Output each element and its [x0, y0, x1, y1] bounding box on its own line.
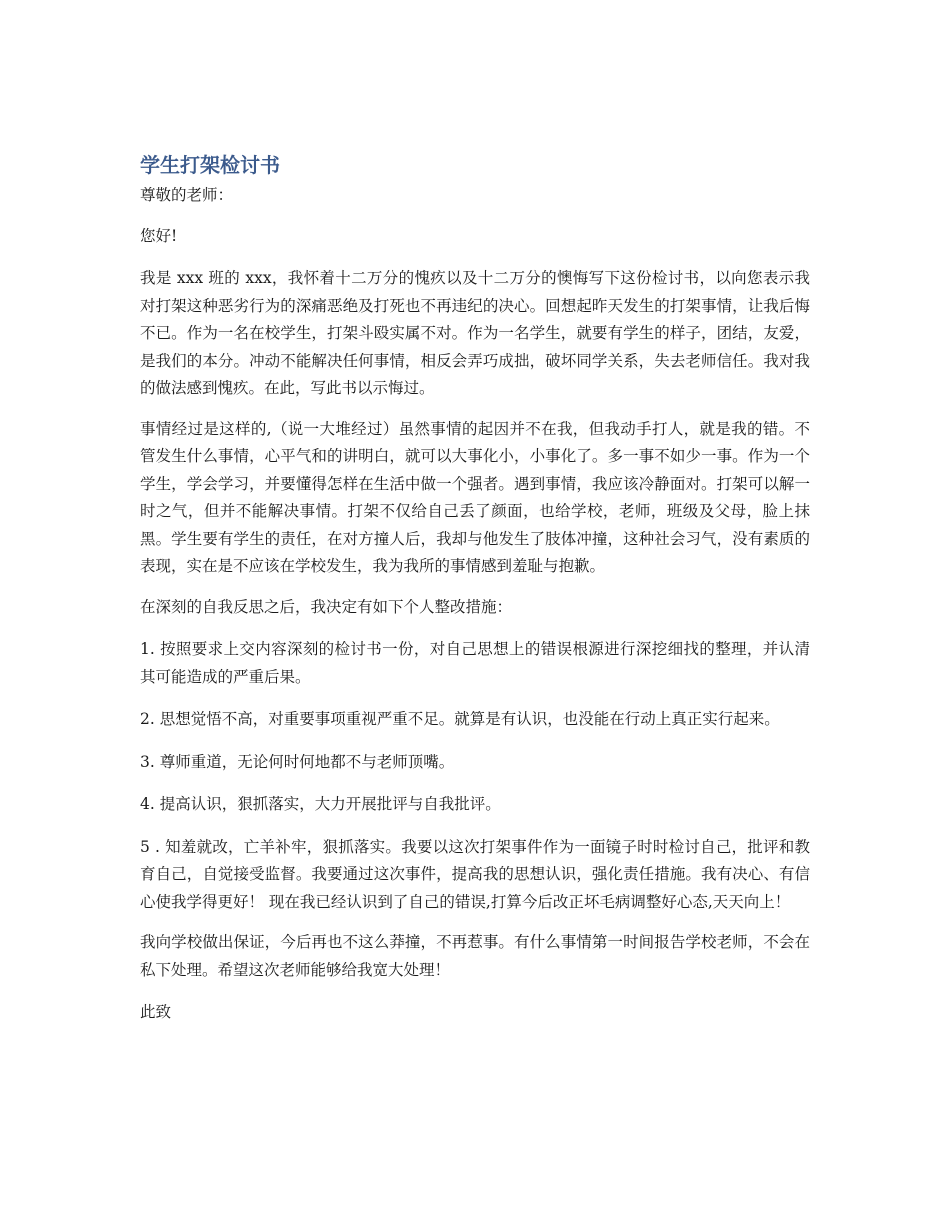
document-title: 学生打架检讨书 [140, 153, 280, 177]
body-paragraph-3: 在深刻的自我反思之后，我决定有如下个人整改措施： [140, 597, 513, 616]
document-page [140, 150, 810, 1040]
measure-item-1: 1. 按照要求上交内容深刻的检讨书一份，对自己思想上的错误根源进行深挖细找的整理，并认清其可能造成的严重后果。 [140, 640, 810, 686]
measure-item-5: 5 . 知羞就改，亡羊补牢，狠抓落实。我要以这次打架事件作为一面镜子时时检讨自己，批评和教育自己，自觉接受监督。我要通过这次事件，提高我的思想认识，强化责任措施。我有决心、有信心使我学得更好！ 现在我已经认识到了自己的错误,打算今后改正坏毛病调整好心态,天天向上！ [140, 837, 810, 911]
body-paragraph-2: 事情经过是这样的,（说一大堆经过）虽然事情的起因并不在我，但我动手打人，就是我的错。不管发生什么事情，心平气和的讲明白，就可以大事化小，小事化了。多一事不如少一事。作为一个学生，学会学习，并要懂得怎样在生活中做一个强者。遇到事情，我应该冷静面对。打架可以解一时之气，但并不能解决事情。打架不仅给自己丢了颜面，也给学校，老师，班级及父母，脸上抹黑。学生要有学生的责任，在对方撞人后，我却与他发生了肢体冲撞，这种社会习气，没有素质的表现，实在是不应该在学校发生，我为我所的事情感到羞耻与抱歉。 [140, 419, 810, 575]
greeting: 您好! [140, 226, 178, 245]
measure-item-4: 4. 提高认识，狠抓落实，大力开展批评与自我批评。 [140, 795, 501, 813]
measure-item-3: 3. 尊师重道，无论何时何地都不与老师顶嘴。 [140, 752, 455, 771]
salutation: 尊敬的老师： [140, 186, 234, 204]
closing: 此致 [140, 1003, 172, 1021]
measure-item-2: 2. 思想觉悟不高，对重要事项重视严重不足。就算是有认识，也没能在行动上真正实行起来。 [140, 710, 780, 728]
body-paragraph-1: 我是 xxx 班的 xxx，我怀着十二万分的愧疚以及十二万分的懊悔写下这份检讨书，以向您表示我对打架这种恶劣行为的深痛恶绝及打死也不再违纪的决心。回想起昨天发生的打架事情，让我后悔不已。作为一名在校学生，打架斗殴实属不对。作为一名学生，就要有学生的样子，团结，友爱，是我们的本分。冲动不能解决任何事情，相反会弄巧成拙，破坏同学关系，失去老师信任。我对我的做法感到愧疚。在此，写此书以示悔过。 [140, 269, 810, 397]
closing-paragraph: 我向学校做出保证，今后再也不这么莽撞，不再惹事。有什么事情第一时间报告学校老师，不会在私下处理。希望这次老师能够给我宽大处理！ [140, 933, 810, 979]
